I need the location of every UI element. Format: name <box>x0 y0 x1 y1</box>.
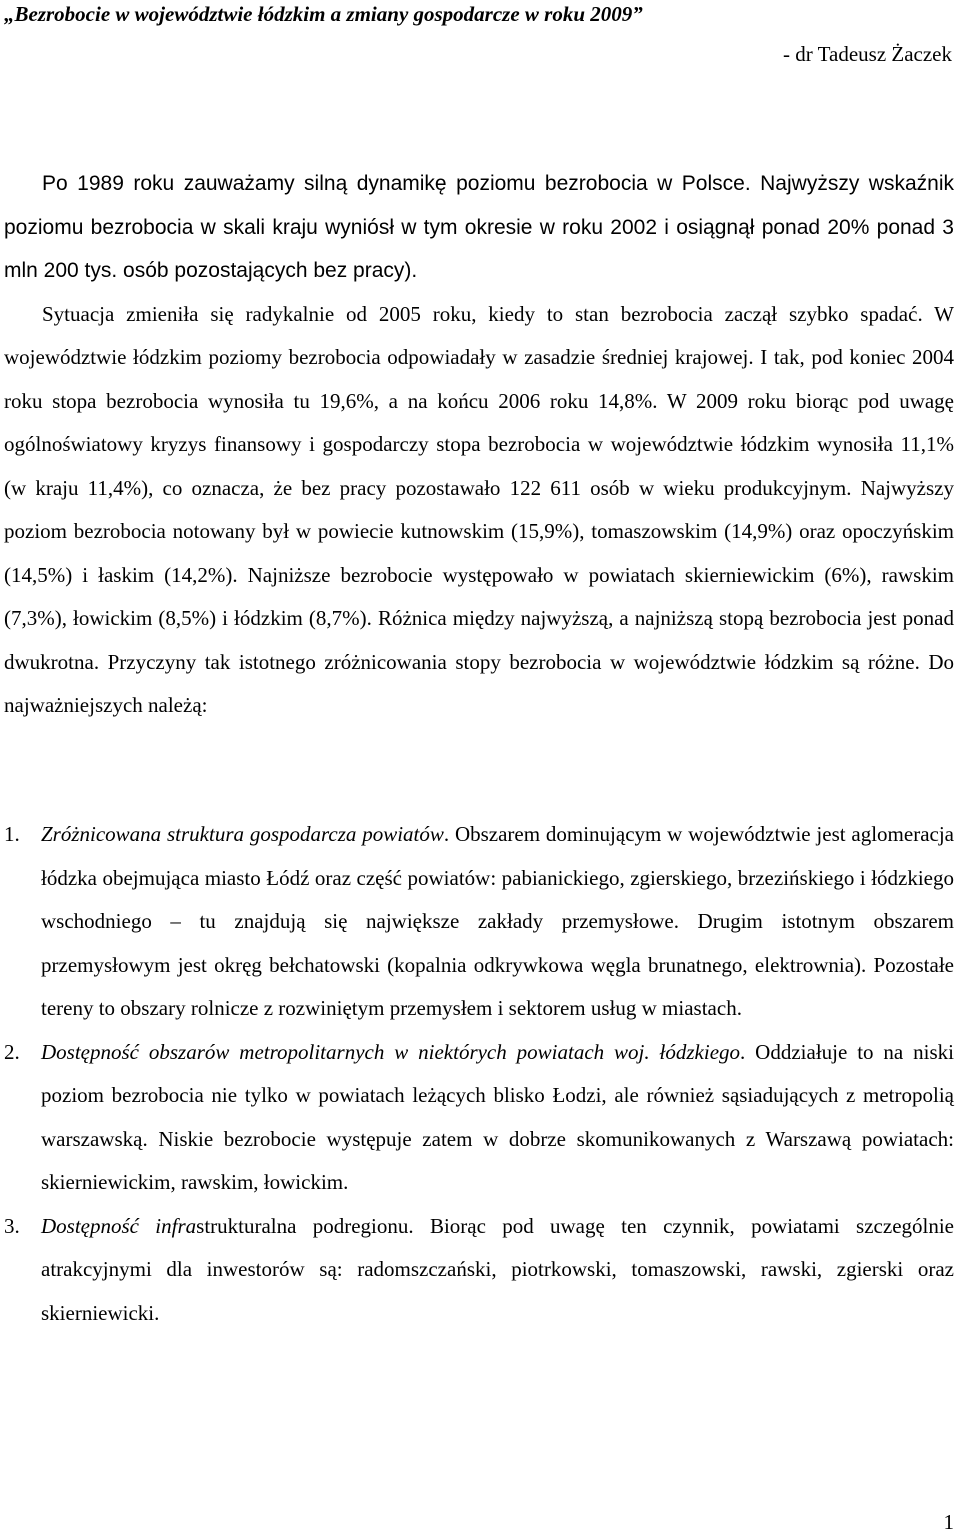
paragraph-intro <box>4 162 954 293</box>
body-paragraph <box>4 162 954 728</box>
paragraph-main <box>4 293 954 728</box>
document-title: „Bezrobocie w województwie łódzkim a zmiany gospodarcze w roku 2009” <box>4 2 643 26</box>
list-item-text: . Obszarem dominującym w województwie jest aglomeracja łódzka obejmująca miasto Łódź oraz część powiatów: pabianickiego, zgierskiego, brzezińskiego i łódzkiego wschodniego – tu znajdują się największe zakłady przemysłowe. Drugim istotnym obszarem przemysłowym jest okręg bełchatowski (kopalnia odkrywkowa węgla brunatnego, elektrownia). Pozostałe tereny to obszary rolnicze z rozwiniętym przemysłem i sektorem usług w miastach. <box>41 822 954 1020</box>
paragraph-situation: Sytuacja zmieniła się radykalnie od 2005 roku, kiedy to stan bezrobocia zaczął szybko spadać. W województwie łódzkim poziomy bezrobocia odpowiadały w zasadzie średniej krajowej. I tak, pod koniec 2004 roku stopa bezrobocia wynosiła tu 19,6%, a na końcu 2006 roku 14,8%. <box>4 301 954 413</box>
list-item-number: 2. <box>4 1039 20 1064</box>
causes-list <box>4 813 954 1335</box>
list-item-text: strukturalna podregionu. Biorąc pod uwagę ten czynnik, powiatami szczególnie atrakcyjnymi dla inwestorów są: radomszczański, piotrkowski, tomaszowski, rawski, zgierski oraz skierniewicki. <box>41 1213 955 1325</box>
list-item-heading: Dostępność infra <box>41 1213 197 1238</box>
list-item-heading: Dostępność obszarów metropolitarnych w niektórych powiatach woj. łódzkiego <box>41 1039 741 1064</box>
list-item <box>4 1205 954 1336</box>
list-item <box>4 1031 954 1205</box>
list-item <box>4 813 954 1031</box>
document-author: - dr Tadeusz Żaczek <box>783 42 952 66</box>
paragraph-2009: W 2009 roku biorąc pod uwagę ogólnoświatowy kryzys finansowy i gospodarczy stopa bezrobocia w województwie łódzkim wynosiła 11,1% (w kraju 11,4%), co oznacza, że bez pracy pozostawało 122 611 osób w wieku produkcyjnym. Najwyższy poziom bezrobocia notowany był w powiecie kutnowskim (15,9%), tomaszowskim (14,9%) oraz opoczyńskim (14,5%) i łaskim (14,2%). Najniższe bezrobocie występowało w powiatach skierniewickim (6%), rawskim (7,3%), łowickim (8,5%) i łódzkim (8,7%). Różnica między najwyższą, a najniższą stopą bezrobocia jest ponad dwukrotna. Przyczyny tak istotnego zróżnicowania stopy bezrobocia w województwie łódzkim są różne. Do najważniejszych należą: <box>4 388 955 717</box>
list-item-text: . Oddziałuje to na niski poziom bezrobocia nie tylko w powiatach leżących blisko Łodzi, ale również sąsiadujących z metropolią warszawską. Niskie bezrobocie występuje zatem w dobrze skomunikowanych z Warszawą powiatach: skierniewickim, rawskim, łowickim. <box>41 1039 954 1194</box>
paragraph-intro-text: Po 1989 roku zauważamy silną dynamikę poziomu bezrobocia w Polsce. Najwyższy wskaźnik poziomu bezrobocia w skali kraju wyniósł w tym okresie w roku 2002 i osiągnął ponad 20% ponad 3 mln 200 tys. osób pozostających bez pracy). <box>4 172 954 282</box>
list-item-number: 1. <box>4 822 20 846</box>
list-item-heading: Zróżnicowana struktura gospodarcza powiatów <box>41 822 444 846</box>
list-item-number: 3. <box>4 1213 20 1238</box>
page-number: 1 <box>943 1510 954 1534</box>
